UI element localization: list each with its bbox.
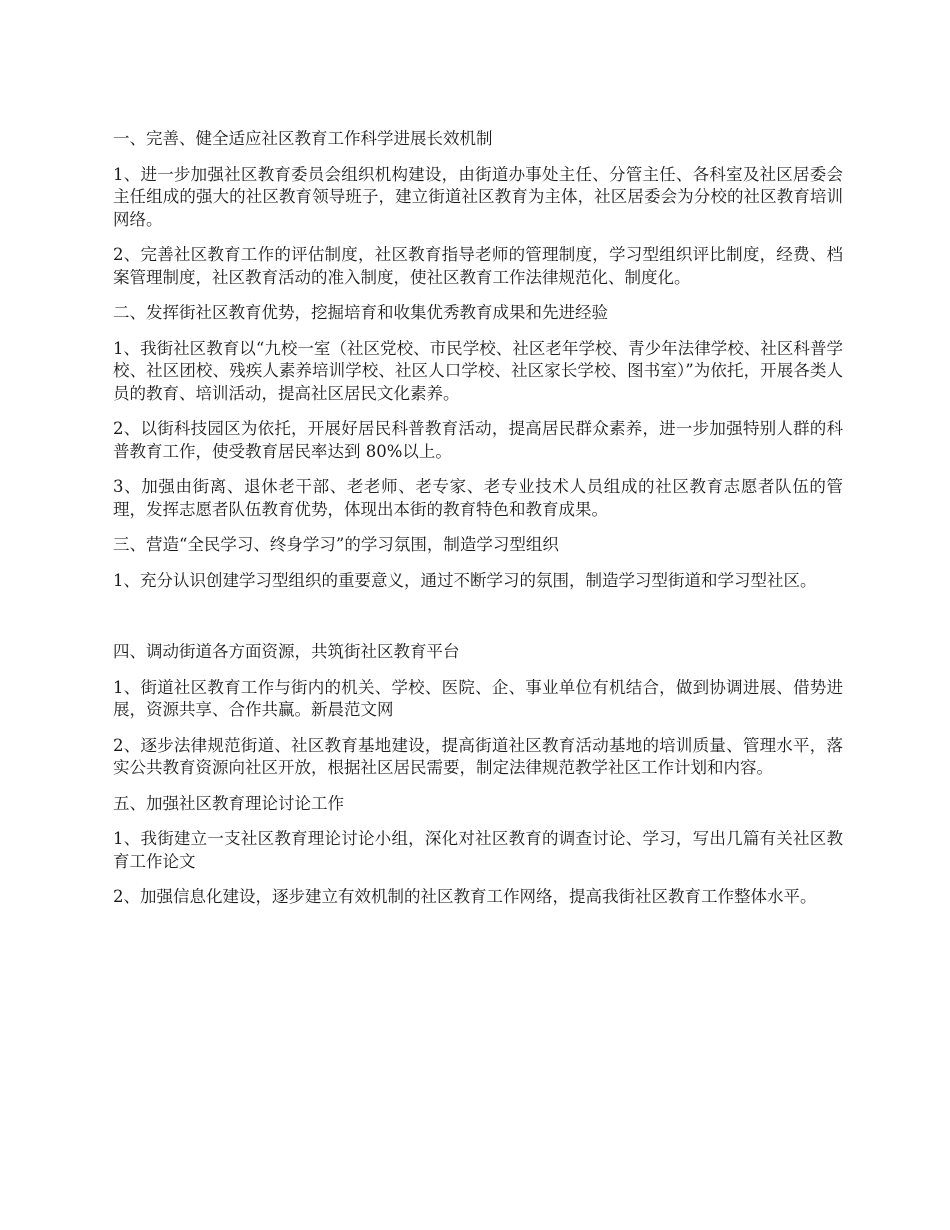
paragraph-3-1: 1、充分认识创建学习型组织的重要意义，通过不断学习的氛围，制造学习型街道和学习型社区。 [113, 570, 817, 590]
paragraph-2-3: 3、加强由街离、退休老干部、老老师、老专家、老专业技术人员组成的社区教育志愿者队伍的管理，发挥志愿者队伍教育优势，体现出本街的教育特色和教育成果。 [113, 477, 843, 519]
paragraph-5-1: 1、我街建立一支社区教育理论讨论小组，深化对社区教育的调查讨论、学习，写出几篇有关社区教育工作论文 [113, 829, 843, 871]
paragraph-4-2: 2、逐步法律规范街道、社区教育基地建设，提高街道社区教育活动基地的培训质量、管理水平，落实公共教育资源向社区开放，根据社区居民需要，制定法律规范教学社区工作计划和内容。 [113, 735, 843, 777]
paragraph-1-2: 2、完善社区教育工作的评估制度，社区教育指导老师的管理制度，学习型组织评比制度，经费、档案管理制度，社区教育活动的准入制度，使社区教育工作法律规范化、制度化。 [113, 245, 843, 287]
section-heading-2: 二、发挥街社区教育优势，挖掘培育和收集优秀教育成果和先进经验 [113, 303, 608, 322]
paragraph-2-2: 2、以街科技园区为依托，开展好居民科普教育活动，提高居民群众素养，进一步加强特别人群的科普教育工作，使受教育居民率达到 80%以上。 [113, 419, 843, 461]
section-heading-1: 一、完善、健全适应社区教育工作科学进展长效机制 [113, 129, 493, 148]
paragraph-1-1: 1、进一步加强社区教育委员会组织机构建设，由街道办事处主任、分管主任、各科室及社区居委会主任组成的强大的社区教育领导班子，建立街道社区教育为主体，社区居委会为分校的社区教育培训网络。 [113, 164, 843, 229]
paragraph-5-2: 2、加强信息化建设，逐步建立有效机制的社区教育工作网络，提高我街社区教育工作整体水平。 [113, 887, 817, 906]
section-heading-5: 五、加强社区教育理论讨论工作 [113, 793, 344, 813]
section-heading-3: 三、营造“全民学习、终身学习”的学习氛围，制造学习型组织 [113, 535, 559, 554]
document-body [113, 128, 843, 922]
section-heading-4: 四、调动街道各方面资源，共筑街社区教育平台 [113, 642, 460, 661]
paragraph-2-1: 1、我街社区教育以“九校一室（社区党校、市民学校、社区老年学校、青少年法律学校、社区科普学校、社区团校、残疾人素养培训学校、社区人口学校、社区家长学校、图书室）”为依托，开展各类人员的教育、培训活动，提高社区居民文化素养。 [113, 338, 843, 403]
paragraph-4-1: 1、街道社区教育工作与街内的机关、学校、医院、企、事业单位有机结合，做到协调进展、借势进展，资源共享、合作共赢。新晨范文网 [113, 677, 843, 719]
blank-gap [113, 605, 843, 641]
